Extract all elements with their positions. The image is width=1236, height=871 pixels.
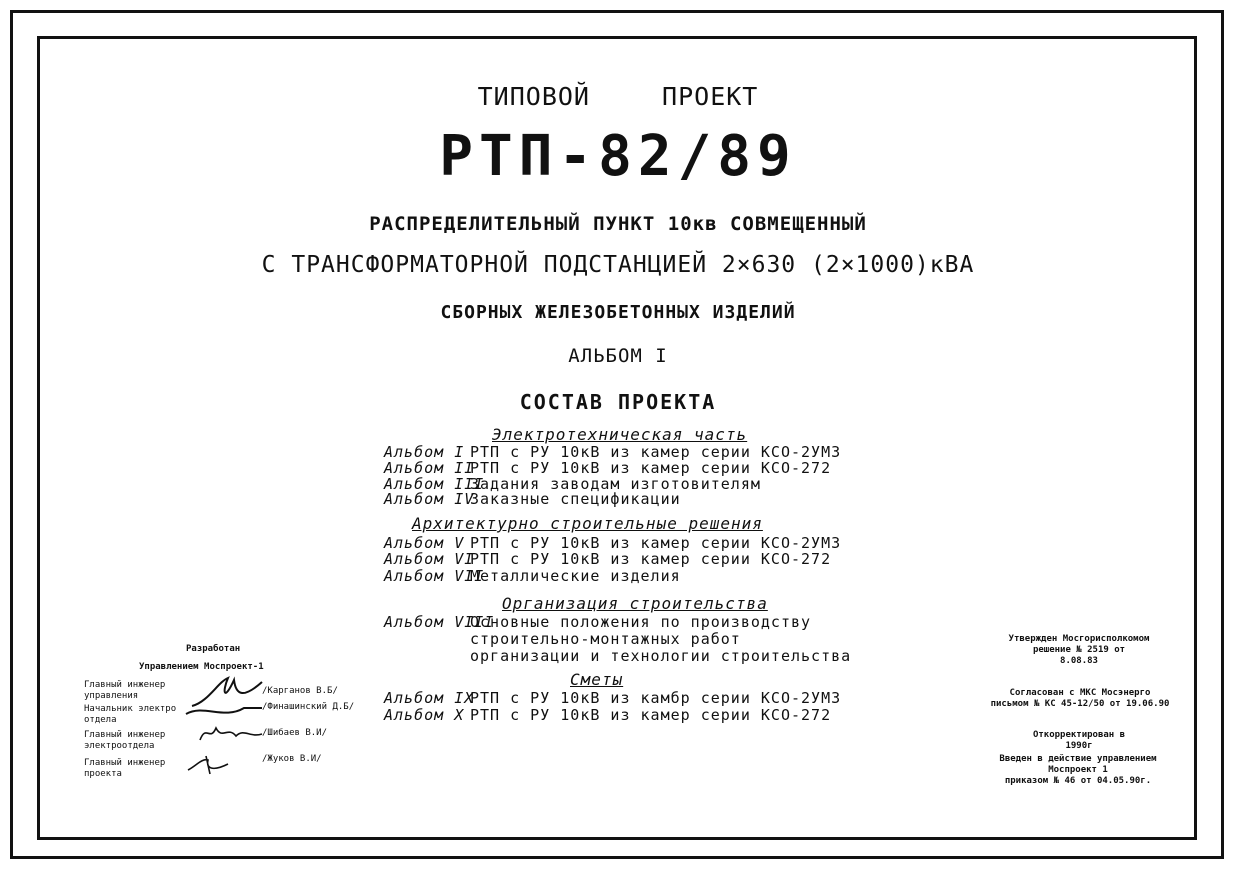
- title-line: [0, 82, 1236, 111]
- list-item: Альбом X РТП с РУ 10кВ из камер серии КСО-272: [384, 706, 832, 724]
- list-item-continuation: строительно-монтажных работ: [470, 630, 741, 648]
- list-item: Альбом VIIIОсновные положения по производству: [384, 613, 812, 631]
- person-name: /Жуков В.И/: [262, 754, 322, 764]
- section-heading-org: Организация строительства: [502, 594, 768, 613]
- list-item: Альбом I РТП с РУ 10кВ из камер серии КСО-2УМЗ: [384, 443, 842, 461]
- signature-image: [198, 722, 264, 744]
- person-name: /Финашинский Д.Б/: [262, 702, 355, 712]
- developer-org: Управлением Моспроект-1: [139, 662, 264, 672]
- signature-image: [186, 752, 232, 776]
- person-name: /Шибаев В.И/: [262, 728, 328, 738]
- section-heading-elec: Электротехническая часть: [492, 425, 748, 444]
- title-typical: ТИПОВОЙ: [477, 82, 590, 111]
- list-item: Альбом IIРТП с РУ 10кВ из камер серии КСО-272: [384, 459, 832, 477]
- list-item-continuation: организации и технологии строительства: [470, 647, 852, 665]
- correction-block: Откорректирован в 1990г: [1032, 730, 1126, 751]
- enactment-block: Введен в действие управлением Моспроект 1 приказом № 46 от 04.05.90г.: [999, 754, 1157, 786]
- agreement-block: Согласован с МКС Мосэнерго письмом № КС 45-12/50 от 19.06.90: [990, 688, 1170, 709]
- role-label: Начальник электро отдела: [84, 704, 177, 725]
- developed-label: Разработан: [186, 644, 241, 654]
- person-name: /Карганов В.Б/: [262, 686, 338, 696]
- description-line-1: РАСПРЕДЕЛИТЕЛЬНЫЙ ПУНКТ 10кв СОВМЕЩЕННЫЙ: [369, 213, 867, 235]
- description-line-3: СБОРНЫХ ЖЕЛЕЗОБЕТОННЫХ ИЗДЕЛИЙ: [440, 302, 796, 323]
- list-item: Альбом IXРТП с РУ 10кВ из камбр серии КСО-2УМЗ: [384, 689, 842, 707]
- approval-block: Утвержден Мосгорисполкомом решение № 2519 от 8.08.83: [1008, 634, 1150, 666]
- list-item: Альбом VIРТП с РУ 10кВ из камер серии КСО-272: [384, 550, 832, 568]
- composition-heading: СОСТАВ ПРОЕКТА: [519, 390, 717, 414]
- project-code: РТП-82/89: [439, 124, 797, 189]
- list-item: Альбом IVЗаказные спецификации: [384, 490, 681, 508]
- album-label: АЛЬБОМ I: [568, 345, 668, 367]
- section-heading-est: Сметы: [570, 670, 624, 689]
- role-label: Главный инженер проекта: [84, 758, 166, 779]
- description-line-2: С ТРАНСФОРМАТОРНОЙ ПОДСТАНЦИЕЙ 2×630 (2×1000)кВА: [261, 252, 975, 278]
- list-item: Альбом IIIЗадания заводам изготовителям: [384, 475, 761, 493]
- section-heading-arch: Архитектурно строительные решения: [412, 514, 763, 533]
- role-label: Главный инженер электроотдела: [84, 730, 166, 751]
- title-project: ПРОЕКТ: [662, 82, 759, 111]
- signature-image: [184, 700, 264, 720]
- list-item: Альбом V РТП с РУ 10кВ из камер серии КСО-2УМЗ: [384, 534, 842, 552]
- role-label: Главный инженер управления: [84, 680, 166, 701]
- list-item: Альбом VIIМеталлические изделия: [384, 567, 681, 585]
